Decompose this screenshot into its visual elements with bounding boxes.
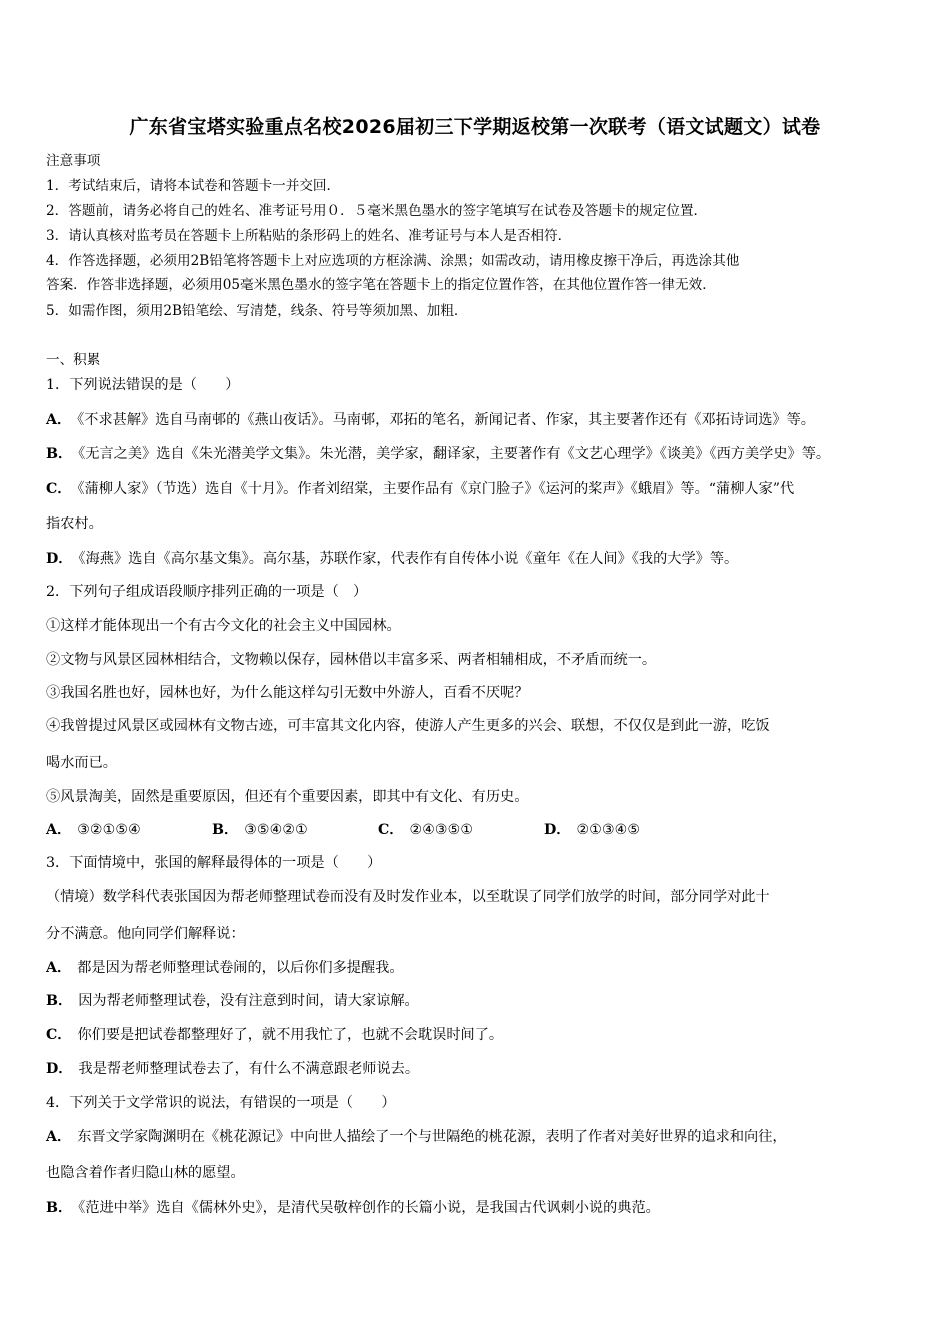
question-2-sentence-4-cont: 喝水而已。	[46, 755, 117, 771]
question-2-option-c	[378, 820, 544, 840]
question-2-option-d	[544, 820, 710, 840]
notice-item-4-cont: 答案．作答非选择题，必须用05毫米黑色墨水的签字笔在答题卡上的指定位置作答，在其他位置作答一律无效．	[46, 277, 716, 293]
option-label: B．	[46, 446, 73, 462]
question-4-option-b	[46, 1198, 660, 1218]
option-text: ②④③⑤①	[409, 822, 474, 838]
notice-item-5: 5．如需作图，须用2B铅笔绘、写清楚，线条、符号等须加黑、加粗．	[46, 303, 468, 319]
option-label: C．	[46, 481, 72, 497]
option-text: 你们要是把试卷都整理好了，就不用我忙了，也就不会耽误时间了。	[77, 1027, 504, 1043]
option-text: 因为帮老师整理试卷，没有注意到时间，请大家谅解。	[78, 993, 419, 1009]
option-label: C．	[46, 1027, 72, 1043]
question-1-option-c-cont: 指农村。	[46, 516, 103, 532]
option-text: 《范进中举》选自《儒林外史》，是清代吴敬梓创作的长篇小说，是我国古代讽刺小说的典范。	[78, 1200, 660, 1216]
option-text: 《蒲柳人家》（节选）选自《十月》。作者刘绍棠，主要作品有《京门脸子》《运河的桨声》《蛾眉》等。“蒲柳人家”代	[77, 481, 795, 497]
question-3-stem: 3．下面情境中，张国的解释最得体的一项是（ ）	[46, 855, 382, 871]
option-label: D．	[544, 822, 571, 838]
option-label: B．	[46, 993, 73, 1009]
question-3-option-c	[46, 1025, 503, 1045]
question-3-option-d	[46, 1059, 419, 1079]
option-label: D．	[46, 1061, 73, 1077]
option-text: 都是因为帮老师整理试卷闹的，以后你们多提醒我。	[77, 960, 404, 976]
question-2-options	[46, 820, 710, 840]
option-label: B．	[46, 1200, 73, 1216]
notice-item-3: 3．请认真核对监考员在答题卡上所粘贴的条形码上的姓名、准考证号与本人是否相符．	[46, 228, 572, 244]
question-4-option-a	[46, 1127, 787, 1147]
option-label: A．	[46, 822, 72, 838]
option-text: 《无言之美》选自《朱光潜美学文集》。朱光潜，美学家，翻译家，主要著作有《文艺心理学》《谈美》《西方美学史》等。	[78, 446, 831, 462]
question-1-option-a	[46, 410, 815, 430]
question-1-option-d	[46, 549, 738, 569]
notice-item-1: 1．考试结束后，请将本试卷和答题卡一并交回．	[46, 178, 341, 194]
question-2-stem: 2．下列句子组成语段顺序排列正确的一项是（ ）	[46, 584, 368, 600]
question-3-context: （情境）数学科代表张国因为帮老师整理试卷而没有及时发作业本，以至耽误了同学们放学的时间，部分同学对此十	[46, 889, 770, 905]
question-2-sentence-3: ③我国名胜也好，园林也好，为什么能这样勾引无数中外游人，百看不厌呢？	[46, 685, 529, 701]
question-2-sentence-2: ②文物与风景区园林相结合，文物赖以保存，园林借以丰富多采、两者相辅相成，不矛盾而统一。	[46, 652, 657, 668]
question-1-option-c	[46, 479, 794, 499]
option-text: 《海燕》选自《高尔基文集》。高尔基，苏联作家，代表作有自传体小说《童年《在人间》《我的大学》等。	[78, 551, 739, 567]
question-2-sentence-4: ④我曾提过风景区或园林有文物古迹，可丰富其文化内容，使游人产生更多的兴会、联想，不仅仅是到此一游，吃饭	[46, 718, 770, 734]
question-2-option-b	[212, 820, 378, 840]
question-2-sentence-5: ⑤风景淘美，固然是重要原因，但还有个重要因素，即其中有文化、有历史。	[46, 789, 529, 805]
option-text: ②①③④⑤	[576, 822, 641, 838]
option-label: D．	[46, 551, 73, 567]
page-title: 广东省宝塔实验重点名校2026届初三下学期返校第一次联考（语文试题文）试卷	[129, 116, 821, 138]
option-text: 我是帮老师整理试卷去了，有什么不满意跟老师说去。	[78, 1061, 420, 1077]
option-label: C．	[378, 822, 404, 838]
question-4-stem: 4．下列关于文学常识的说法，有错误的一项是（ ）	[46, 1095, 396, 1111]
question-3-option-b	[46, 991, 419, 1011]
question-2-option-a	[46, 820, 212, 840]
option-label: A．	[46, 960, 72, 976]
option-text: ③②①⑤④	[77, 822, 141, 838]
option-label: A．	[46, 1129, 72, 1145]
question-3-option-a	[46, 958, 404, 978]
option-text: 《不求甚解》选自马南邨的《燕山夜话》。马南邨，邓拓的笔名，新闻记者、作家，其主要著作还有《邓拓诗词选》等。	[77, 412, 815, 428]
notice-item-2: 2．答题前，请务必将自己的姓名、准考证号用０．５毫米黑色墨水的签字笔填写在试卷及答题卡的规定位置．	[46, 203, 708, 219]
option-label: A．	[46, 412, 72, 428]
question-1-stem: 1．下列说法错误的是（ ）	[46, 377, 240, 393]
option-text: ③⑤④②①	[244, 822, 308, 838]
question-2-sentence-1: ①这样才能体现出一个有古今文化的社会主义中国园林。	[46, 618, 401, 634]
option-label: B．	[212, 822, 239, 838]
question-4-option-a-cont: 也隐含着作者归隐山林的愿望。	[46, 1165, 245, 1181]
notice-item-4: 4．作答选择题，必须用2B铅笔将答题卡上对应选项的方框涂满、涂黑；如需改动，请用橡皮擦干净后，再选涂其他	[46, 253, 740, 269]
question-3-context-cont: 分不满意。他向同学们解释说：	[46, 926, 245, 942]
section-heading: 一、积累	[46, 352, 101, 368]
option-text: 东晋文学家陶渊明在《桃花源记》中向世人描绘了一个与世隔绝的桃花源，表明了作者对美好世界的追求和向往，	[77, 1129, 787, 1145]
notice-heading: 注意事项	[46, 153, 101, 169]
question-1-option-b	[46, 444, 830, 464]
